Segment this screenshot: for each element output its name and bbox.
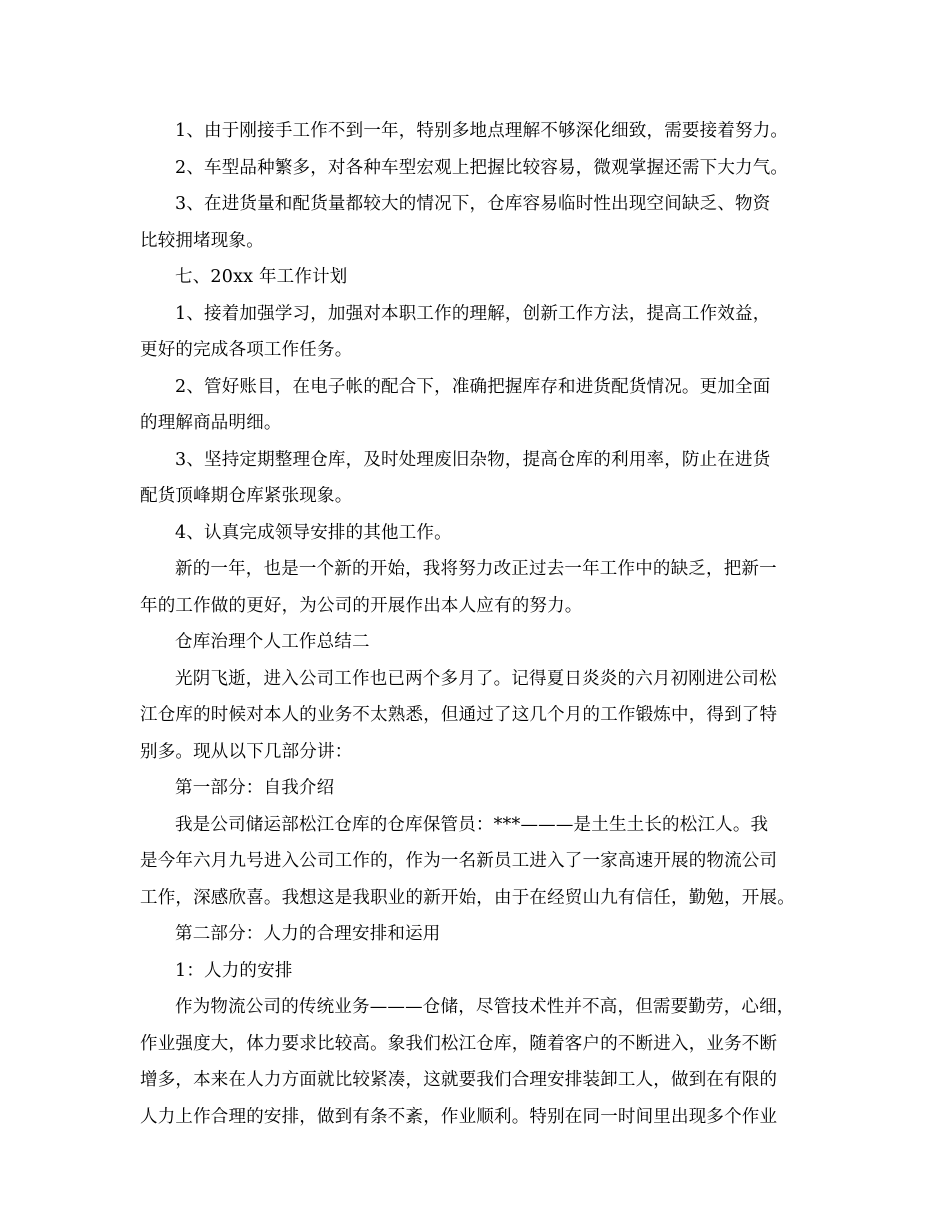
text-line: 光阴飞逝，进入公司工作也已两个多月了。记得夏日炎炎的六月初刚进公司松 <box>175 668 777 689</box>
text-line: 增多，本来在人力方面就比较紧凑，这就要我们合理安排装卸工人，做到在有限的 <box>140 1070 778 1090</box>
text-line: 2、管好账目，在电子帐的配合下，准确把握库存和进货配货情况。更加全面 <box>175 376 771 397</box>
text-line: 工作，深感欣喜。我想这是我职业的新开始，由于在经贸山九有信任，勤勉，开展。 <box>140 887 795 908</box>
text-line: 人力上作合理的安排，做到有条不紊，作业顺利。特别在同一时间里出现多个作业 <box>140 1106 778 1127</box>
text-line: 2、车型品种繁多，对各种车型宏观上把握比较容易，微观掌握还需下大力气。 <box>175 157 789 178</box>
text-line: 配货顶峰期仓库紧张现象。 <box>140 486 353 506</box>
text-line: 别多。现从以下几部分讲： <box>140 741 353 762</box>
text-line: 我是公司储运部松江仓库的仓库保管员：***———是土生土长的松江人。我 <box>175 814 769 835</box>
text-line: 江仓库的时候对本人的业务不太熟悉，但通过了这几个月的工作锻炼中，得到了特 <box>140 705 778 725</box>
text-line: 仓库治理个人工作总结二 <box>175 632 370 652</box>
text-line: 作为物流公司的传统业务———仓储，尽管技术性并不高，但需要勤劳，心细， <box>175 997 795 1017</box>
text-line: 4、认真完成领导安排的其他工作。 <box>175 522 452 543</box>
text-line: 七、20xx 年工作计划 <box>175 267 348 287</box>
text-line: 更好的完成各项工作任务。 <box>140 340 353 360</box>
text-line: 1、接着加强学习，加强对本职工作的理解，创新工作方法，提高工作效益， <box>175 303 771 324</box>
text-line: 第二部分：人力的合理安排和运用 <box>175 924 441 944</box>
text-line: 1、由于刚接手工作不到一年，特别多地点理解不够深化细致，需要接着努力。 <box>175 121 789 141</box>
text-line: 的理解商品明细。 <box>140 413 282 433</box>
text-line: 3、在进货量和配货量都较大的情况下，仓库容易临时性出现空间缺乏、物资 <box>175 194 771 214</box>
text-line: 年的工作做的更好，为公司的开展作出本人应有的努力。 <box>140 595 583 616</box>
text-line: 新的一年，也是一个新的开始，我将努力改正过去一年工作中的缺乏，把新一 <box>175 559 777 579</box>
text-line: 是今年六月九号进入公司工作的，作为一名新员工进入了一家高速开展的物流公司 <box>140 851 778 871</box>
text-line: 第一部分：自我介绍 <box>175 778 335 798</box>
document-body <box>140 113 820 1135</box>
text-line: 比较拥堵现象。 <box>140 230 264 251</box>
text-line: 1：人力的安排 <box>175 960 293 981</box>
text-line: 作业强度大，体力要求比较高。象我们松江仓库，随着客户的不断进入，业务不断 <box>140 1033 778 1054</box>
text-line: 3、坚持定期整理仓库，及时处理废旧杂物，提高仓库的利用率，防止在进货 <box>175 449 771 470</box>
